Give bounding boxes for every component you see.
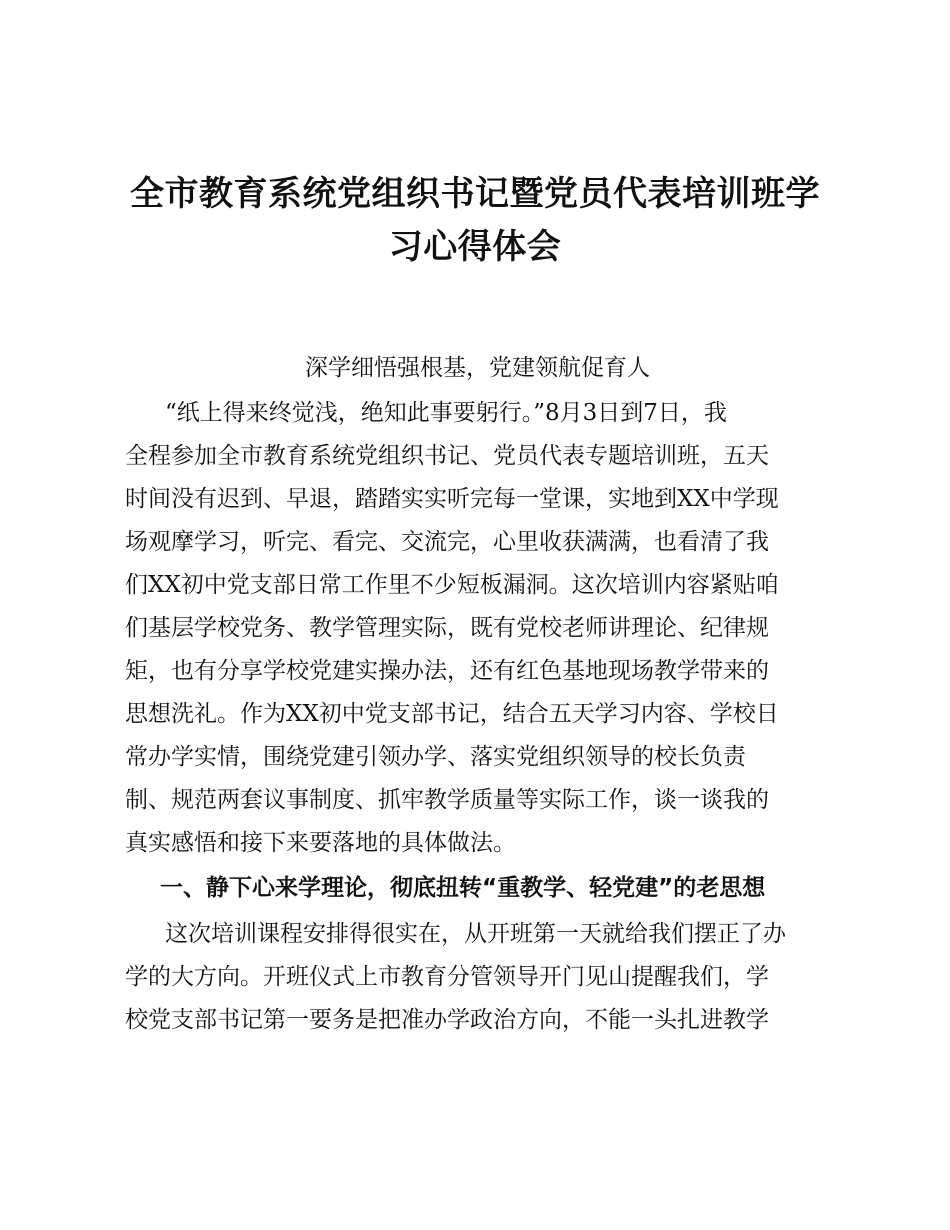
paragraph-line: 校党支部书记第一要务是把准办学政治方向，不能一头扎进教学 bbox=[125, 1007, 769, 1033]
paragraph-line: 真实感悟和接下来要落地的具体做法。 bbox=[125, 830, 516, 856]
paragraph-line: 场观摩学习，听完、看完、交流完，心里收获满满，也看清了我 bbox=[125, 529, 769, 555]
paragraph-line: 们基层学校党务、教学管理实际，既有党校老师讲理论、纪律规 bbox=[125, 615, 769, 641]
paragraph-line: 矩，也有分享学校党建实操办法，还有红色基地现场教学带来的 bbox=[125, 658, 769, 684]
paragraph-line: 制、规范两套议事制度、抓牢教学质量等实际工作，谈一谈我的 bbox=[125, 787, 769, 813]
paragraph-line: 思想洗礼。作为XX初中党支部书记，结合五天学习内容、学校日 bbox=[125, 701, 779, 727]
paragraph-line: 学的大方向。开班仪式上市教育分管领导开门见山提醒我们，学 bbox=[125, 964, 769, 990]
paragraph-line: “纸上得来终觉浅，绝知此事要躬行。”8月3日到7日，我 bbox=[165, 400, 727, 426]
paragraph-line: 这次培训课程安排得很实在，从开班第一天就给我们摆正了办 bbox=[165, 921, 786, 947]
title-line-2: 习心得体会 bbox=[388, 227, 562, 267]
title-line-1: 全市教育系统党组织书记暨党员代表培训班学 bbox=[130, 174, 820, 214]
document-title bbox=[120, 168, 830, 274]
document-subtitle: 深学细悟强根基，党建领航促育人 bbox=[305, 355, 650, 381]
section-heading-1: 一、静下心来学理论，彻底扭转“重教学、轻党建”的老思想 bbox=[160, 875, 766, 901]
paragraph-line: 常办学实情，围绕党建引领办学、落实党组织领导的校长负责 bbox=[125, 744, 746, 770]
paragraph-line: 们XX初中党支部日常工作里不少短板漏洞。这次培训内容紧贴咱 bbox=[125, 572, 779, 598]
paragraph-line: 时间没有迟到、早退，踏踏实实听完每一堂课，实地到XX中学现 bbox=[125, 486, 779, 512]
paragraph-line: 全程参加全市教育系统党组织书记、党员代表专题培训班，五天 bbox=[125, 443, 769, 469]
